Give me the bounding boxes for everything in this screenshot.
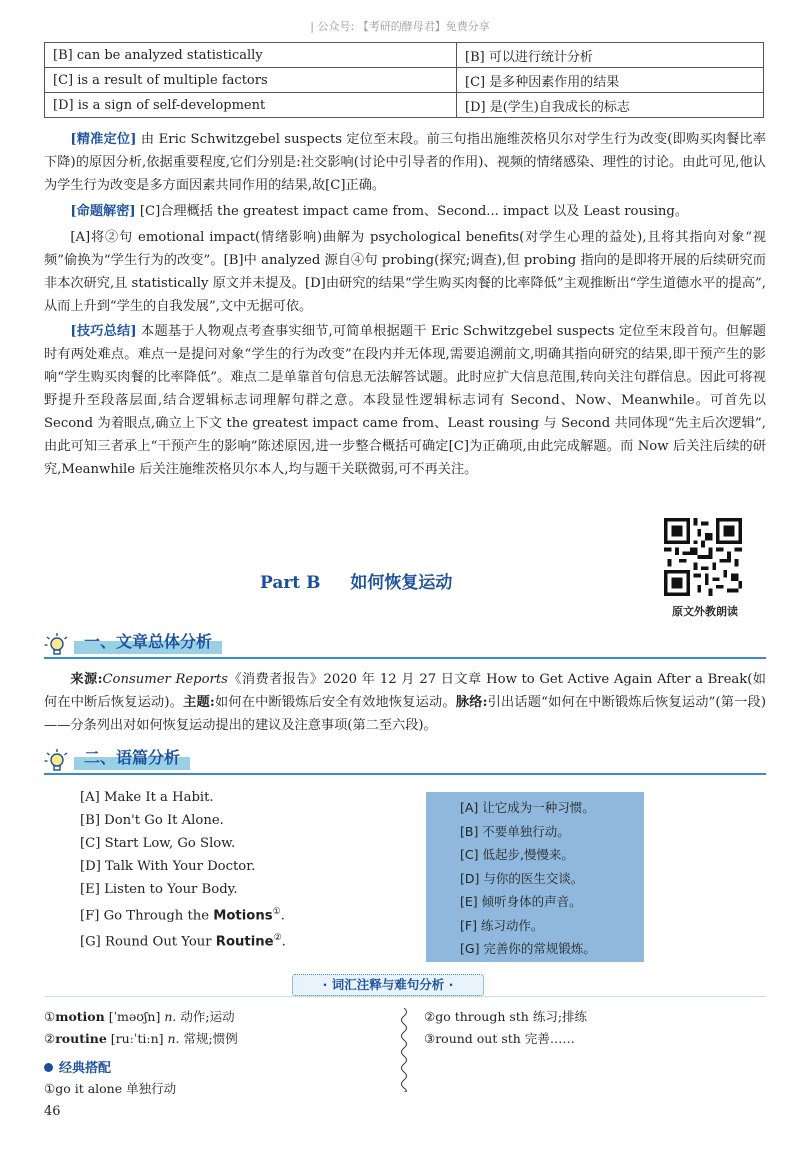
- list-item: [C] Start Low, Go Slow.: [80, 836, 236, 851]
- part-chinese-title: 如何恢复运动: [350, 573, 453, 593]
- tag-decode: [命题解密]: [70, 204, 136, 219]
- structure-text: 引出话题“如何在中断锻炼后恢复运动”(第一段)——分条列出对如何恢复运动提出的建议及注意事项(第二至六段)。: [44, 695, 767, 733]
- theme-text: 如何在中断锻炼后安全有效地恢复运动。: [214, 695, 456, 710]
- source-paragraph: [44, 668, 766, 737]
- vocab-num: ①: [44, 1009, 56, 1024]
- vocab-ipa: [ruːˈtiːn]: [110, 1031, 164, 1046]
- heading-translation-box: [426, 792, 644, 962]
- list-item: [F] 练习动作。: [460, 917, 544, 933]
- table-row: [45, 93, 764, 118]
- heading-keyword: Routine: [215, 934, 274, 950]
- qr-code-icon[interactable]: [664, 518, 742, 596]
- part-title: [260, 568, 452, 593]
- vocab-banner: · 词汇注释与难句分析 ·: [292, 974, 484, 996]
- structure-key: 脉络:: [455, 695, 488, 710]
- lightbulb-icon: [44, 632, 70, 658]
- tag-technique: [技巧总结]: [70, 324, 137, 339]
- heading-punct: .: [281, 934, 286, 950]
- vocab-left-column: [44, 1006, 238, 1050]
- lightbulb-icon: [44, 748, 70, 774]
- list-item: [80, 901, 286, 927]
- vocab-pos: n.: [164, 1009, 177, 1024]
- distractors-text: [A]将②句 emotional impact(情绪影响)曲解为 psychological benefits(对学生心理的益处),且将其指向对象“视频”偷换为“学生行为的改变”。[B]中 analyzed 源自④句 probing(探究;调查),但 probing 指向的是即将开展的后续研究而非本次研究,且 statistically 原文并未提及。[D]由研究的结果“学生购买肉餐的比率降低”主观推断出“学生道德水平的提高”,从而上升到“学生的自我发展”,文中无据可依。: [44, 230, 766, 314]
- table-row: [45, 43, 764, 68]
- source-key: 来源:: [70, 672, 103, 687]
- heading-options-list: [80, 786, 286, 954]
- list-item: [G] 完善你的常规锻炼。: [460, 941, 596, 956]
- heading-keyword: Motions: [213, 908, 273, 924]
- footnote-marker: ①: [272, 907, 281, 917]
- vocab-meaning: 动作;运动: [180, 1009, 235, 1024]
- source-publication: Consumer Reports: [102, 672, 228, 687]
- list-item: [D] 与你的医生交谈。: [460, 870, 584, 886]
- section-title: 二、语篇分析: [74, 746, 190, 770]
- list-item: [D] Talk With Your Doctor.: [80, 859, 256, 874]
- analysis-distractors: [44, 226, 766, 318]
- options-table: [44, 42, 764, 118]
- option-zh: [B] 可以进行统计分析: [457, 43, 764, 68]
- option-en: [B] can be analyzed statistically: [45, 43, 457, 68]
- footnote-marker: ②: [273, 933, 282, 944]
- list-item: [80, 927, 286, 953]
- decode-text: [C]合理概括 the greatest impact came from、Second... impact 以及 Least rousing。: [139, 204, 689, 219]
- list-item: ①go it alone 单独行动: [44, 1081, 177, 1096]
- option-zh: [D] 是(学生)自我成长的标志: [457, 93, 764, 118]
- theme-key: 主题:: [183, 695, 215, 710]
- option-en: [C] is a result of multiple factors: [45, 68, 457, 93]
- heading-text: [F] Go Through the: [80, 908, 214, 924]
- analysis-positioning: [44, 128, 766, 197]
- squiggle-divider-icon: [398, 1008, 410, 1092]
- collocation-heading: [44, 1057, 111, 1076]
- collocation-list: [44, 1078, 176, 1100]
- list-item: [B] 不要单独行动。: [460, 823, 570, 839]
- positioning-text: 由 Eric Schwitzgebel suspects 定位至末段。前三句指出施维茨格贝尔对学生行为改变(即购买肉餐比率下降)的原因分析,依据重要程度,它们分别是:社交影响(讨论中引导者的作用)、视频的情绪感染、理性的讨论。由此可见,他认为学生行为改变是多方面因素共同作用的结果,故[C]正确。: [44, 132, 766, 193]
- section-overall-analysis: [44, 628, 766, 658]
- list-item: [A] 让它成为一种习惯。: [460, 800, 595, 815]
- option-en: [D] is a sign of self-development: [45, 93, 457, 118]
- list-item: [E] Listen to Your Body.: [80, 882, 238, 897]
- list-item: [B] Don't Go It Alone.: [80, 813, 224, 828]
- vocab-entry: ②go through sth 练习;排练: [424, 1009, 588, 1024]
- source-text: 《消费者报告》2020 年 12 月 27 日文章 How to Get Active Again After a Break(如何在中断后恢复运动)。: [44, 672, 766, 710]
- heading-punct: .: [280, 908, 285, 924]
- heading-text: [G] Round Out Your: [80, 934, 216, 950]
- vocab-entry: [44, 1006, 238, 1028]
- section-discourse-analysis: [44, 744, 766, 774]
- list-item: [A] Make It a Habit.: [80, 790, 214, 805]
- vocab-word: motion: [55, 1009, 105, 1024]
- part-label: Part B: [260, 573, 321, 593]
- page-number: 46: [44, 1104, 61, 1119]
- vocab-ipa: [ˈməʊʃn]: [108, 1009, 161, 1024]
- vocab-divider: [44, 996, 766, 997]
- list-item: [C] 低起步,慢慢来。: [460, 847, 574, 862]
- section-title: 一、文章总体分析: [74, 630, 222, 654]
- vocab-entry: [44, 1028, 238, 1050]
- vocab-right-column: [424, 1006, 587, 1050]
- tag-positioning: [精准定位]: [70, 132, 137, 147]
- vocab-num: ②: [44, 1031, 56, 1046]
- collocation-title: 经典搭配: [59, 1061, 112, 1076]
- section-rule: [44, 657, 766, 659]
- qr-caption: 原文外教朗读: [672, 605, 738, 618]
- vocab-word: routine: [55, 1031, 107, 1046]
- bullet-dot-icon: [44, 1063, 53, 1072]
- section-rule: [44, 773, 766, 775]
- option-zh: [C] 是多种因素作用的结果: [457, 68, 764, 93]
- watermark: | 公众号: 【考研的酵母君】免费分享: [310, 20, 490, 33]
- technique-text: 本题基于人物观点考查事实细节,可简单根据题干 Eric Schwitzgebel suspects 定位至末段首句。但解题时有两处难点。难点一是提问对象“学生的行为改变”在段内并无体现,需要追溯前文,明确其指向研究的结果,即干预产生的影响“学生购买肉餐的比率降低”。难点二是单靠首句信息无法解答试题。此时应扩大信息范围,转向关注句群信息。因此可将视野提升至段落层面,结合逻辑标志词理解句群之意。本段显性逻辑标志词有 Second、Now、Meanwhile。可首先以 Second 为着眼点,确立上下文 the greatest impact came from、Least rousing 与 Second 共同体现“先主后次逻辑”,由此可知三者承上“干预产生的影响”陈述原因,进一步整合概括可确定[C]为正确项,由此完成解题。而 Now 后关注后续的研究,Meanwhile 后关注施维茨格贝尔本人,均与题干关联微弱,可不再关注。: [44, 324, 766, 477]
- list-item: [E] 倾听身体的声音。: [460, 894, 582, 909]
- analysis-decode: [44, 200, 766, 223]
- analysis-technique: [44, 320, 766, 481]
- vocab-pos: n.: [167, 1031, 180, 1046]
- table-row: [45, 68, 764, 93]
- vocab-meaning: 常规;惯例: [183, 1031, 238, 1046]
- vocab-entry: ③round out sth 完善……: [424, 1031, 575, 1046]
